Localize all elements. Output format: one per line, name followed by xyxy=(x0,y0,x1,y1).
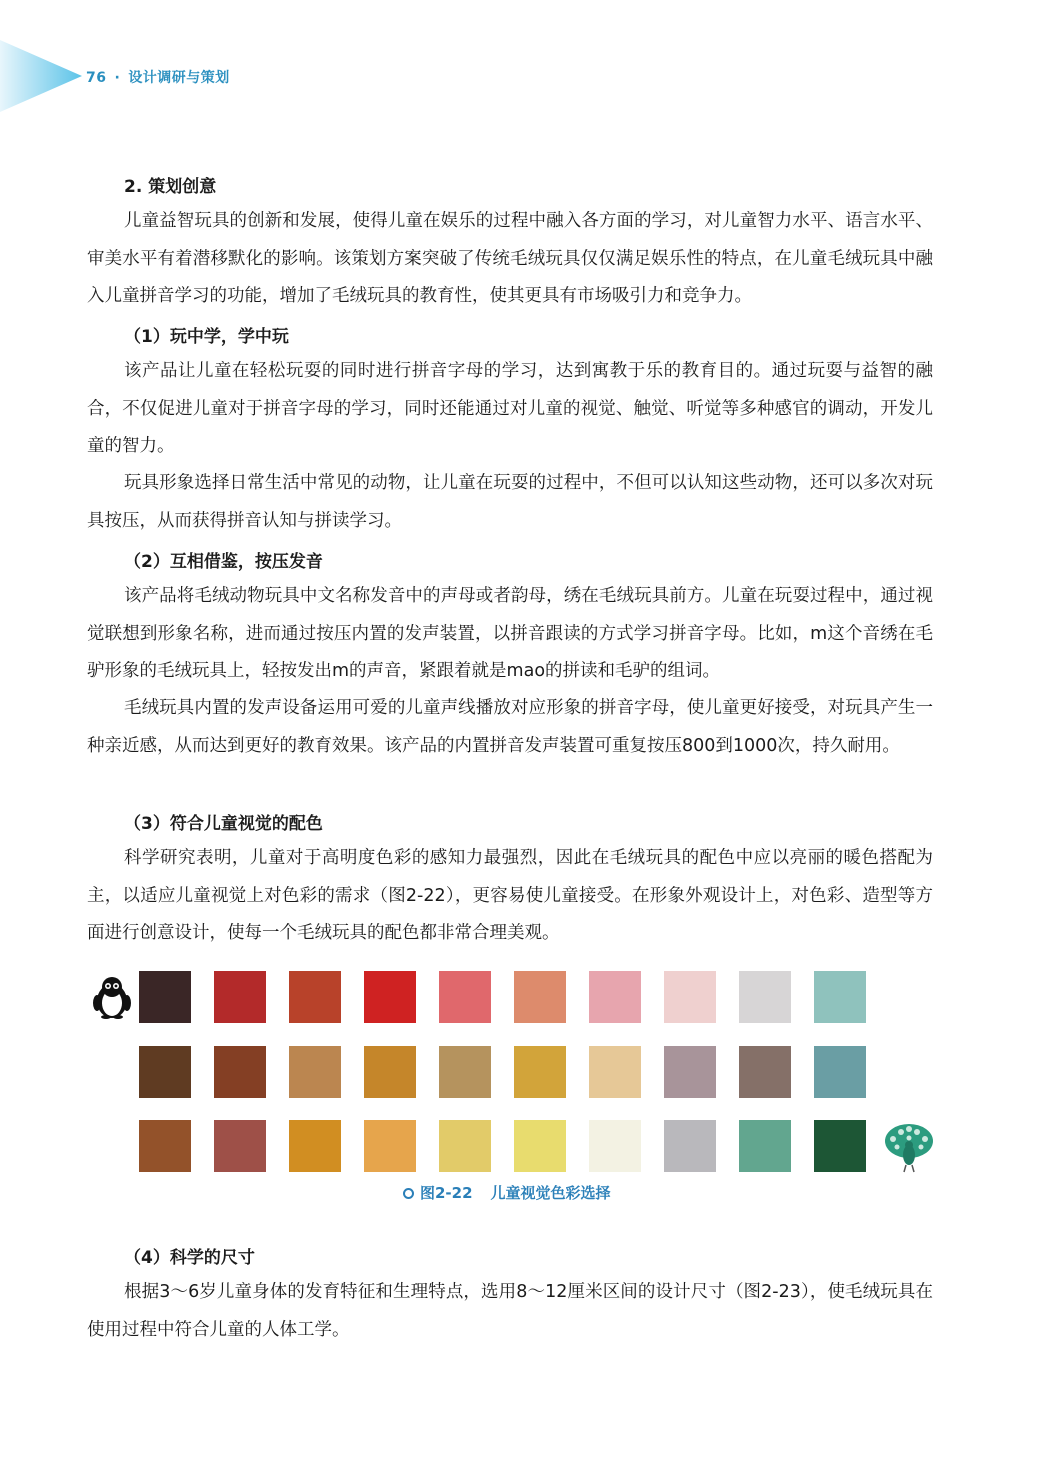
color-swatch xyxy=(439,1120,491,1172)
color-swatch xyxy=(289,971,341,1023)
color-swatch xyxy=(214,971,266,1023)
color-swatch xyxy=(139,971,191,1023)
color-swatch xyxy=(214,1120,266,1172)
figure-caption xyxy=(403,1182,611,1203)
color-swatch xyxy=(589,1120,641,1172)
caption-bullet-icon xyxy=(403,1188,414,1199)
color-swatch xyxy=(739,971,791,1023)
color-swatch xyxy=(439,971,491,1023)
color-swatch xyxy=(364,1046,416,1098)
color-swatch xyxy=(814,1120,866,1172)
color-swatch xyxy=(814,971,866,1023)
color-swatch xyxy=(364,1120,416,1172)
color-swatch xyxy=(514,1046,566,1098)
header-separator: · xyxy=(114,70,121,86)
color-swatch xyxy=(214,1046,266,1098)
page-number: 76 xyxy=(86,70,107,86)
color-swatch xyxy=(139,1120,191,1172)
paragraph-s1-2: 玩具形象选择日常生活中常见的动物，让儿童在玩耍的过程中，不但可以认知这些动物，还可以多次对玩具按压，从而获得拼音认知与拼读学习。 xyxy=(87,473,933,531)
paragraph-s4-1: 根据3～6岁儿童身体的发育特征和生理特点，选用8～12厘米区间的设计尺寸（图2-23），使毛绒玩具在使用过程中符合儿童的人体工学。 xyxy=(87,1282,933,1340)
color-swatch xyxy=(739,1046,791,1098)
color-swatch xyxy=(664,1120,716,1172)
color-swatch xyxy=(514,1120,566,1172)
color-swatch xyxy=(664,1046,716,1098)
color-swatch xyxy=(589,971,641,1023)
subhead-4: （4）科学的尺寸 xyxy=(124,1248,255,1268)
paragraph-s2-2: 毛绒玩具内置的发声设备运用可爱的儿童声线播放对应形象的拼音字母，使儿童更好接受，对玩具产生一种亲近感，从而达到更好的教育效果。该产品的内置拼音发声装置可重复按压800到1000次，持久耐用。 xyxy=(87,698,933,756)
peacock-icon xyxy=(883,1123,935,1173)
color-swatch xyxy=(739,1120,791,1172)
caption-number: 图2-22 xyxy=(420,1184,473,1202)
caption-text: 儿童视觉色彩选择 xyxy=(490,1184,611,1202)
paragraph-s1-1: 该产品让儿童在轻松玩耍的同时进行拼音字母的学习，达到寓教于乐的教育目的。通过玩耍与益智的融合，不仅促进儿童对于拼音字母的学习，同时还能通过对儿童的视觉、触觉、听觉等多种感官的调动，开发儿童的智力。 xyxy=(87,361,933,456)
paragraph-intro: 儿童益智玩具的创新和发展，使得儿童在娱乐的过程中融入各方面的学习，对儿童智力水平、语言水平、审美水平有着潜移默化的影响。该策划方案突破了传统毛绒玩具仅仅满足娱乐性的特点，在儿童毛绒玩具中融入儿童拼音学习的功能，增加了毛绒玩具的教育性，使其更具有市场吸引力和竞争力。 xyxy=(87,211,933,306)
chapter-title: 设计调研与策划 xyxy=(128,70,230,86)
color-swatch xyxy=(514,971,566,1023)
paragraph-s3-1: 科学研究表明，儿童对于高明度色彩的感知力最强烈，因此在毛绒玩具的配色中应以亮丽的暖色搭配为主，以适应儿童视觉上对色彩的需求（图2-22），更容易使儿童接受。在形象外观设计上，对色彩、造型等方面进行创意设计，使每一个毛绒玩具的配色都非常合理美观。 xyxy=(87,848,933,943)
header-decoration xyxy=(0,40,86,112)
running-head xyxy=(86,67,230,87)
section-title: 2. 策划创意 xyxy=(124,177,217,197)
color-swatch xyxy=(589,1046,641,1098)
color-swatch xyxy=(139,1046,191,1098)
subhead-1: （1）玩中学，学中玩 xyxy=(124,327,289,347)
color-swatch xyxy=(664,971,716,1023)
color-swatch xyxy=(289,1046,341,1098)
color-swatch xyxy=(289,1120,341,1172)
color-swatch xyxy=(814,1046,866,1098)
paragraph-s2-1: 该产品将毛绒动物玩具中文名称发音中的声母或者韵母，绣在毛绒玩具前方。儿童在玩耍过程中，通过视觉联想到形象名称，进而通过按压内置的发声装置，以拼音跟读的方式学习拼音字母。比如，m这个音绣在毛驴形象的毛绒玩具上，轻按发出m的声音，紧跟着就是mao的拼读和毛驴的组词。 xyxy=(87,586,933,681)
color-swatch xyxy=(439,1046,491,1098)
penguin-icon xyxy=(91,975,133,1019)
subhead-2: （2）互相借鉴，按压发音 xyxy=(124,552,323,572)
subhead-3: （3）符合儿童视觉的配色 xyxy=(124,814,323,834)
color-swatch xyxy=(364,971,416,1023)
